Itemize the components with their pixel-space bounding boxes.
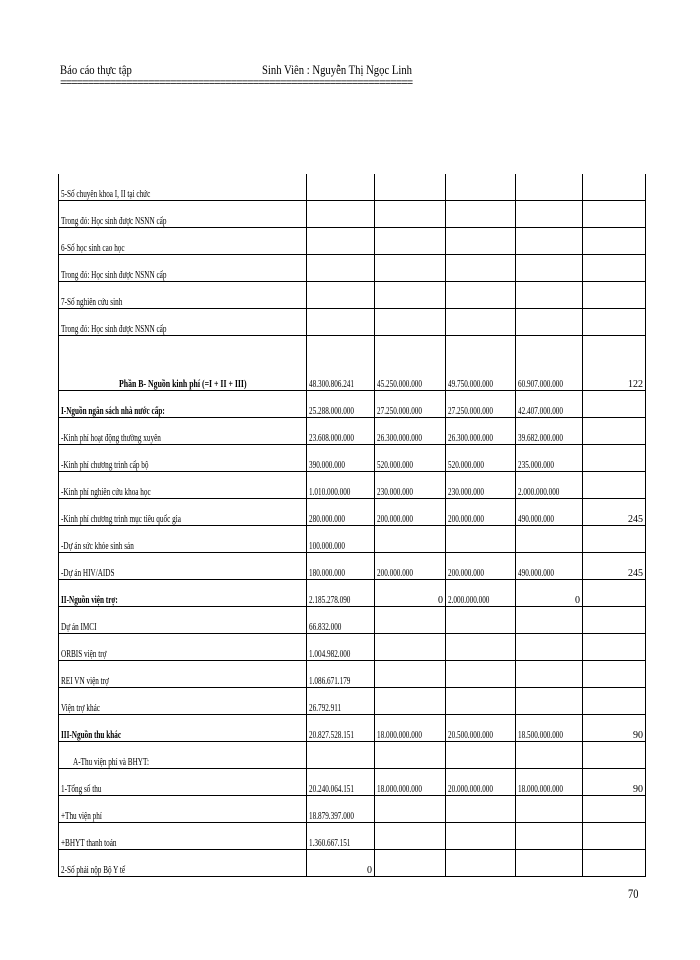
row-label [59,769,307,796]
row-label [59,607,307,634]
cell-c4 [516,796,583,823]
table-row [59,201,646,228]
row-label [59,255,307,282]
cell-c1 [307,445,375,472]
cell-c2 [375,201,446,228]
page-number: 70 [628,886,639,901]
cell-c4 [516,634,583,661]
cell-c5 [583,445,646,472]
cell-c1 [307,336,375,365]
cell-value: 18.500.000.000 [518,730,563,741]
cell-c1 [307,634,375,661]
cell-c3 [446,796,516,823]
row-label [59,499,307,526]
table-row [59,255,646,282]
cell-c2 [375,769,446,796]
cell-value: 1.360.667.151 [309,838,351,849]
table-row [59,418,646,445]
table-row [59,580,646,607]
row-label [59,309,307,336]
row-label [59,742,307,769]
cell-c1 [307,282,375,309]
cell-c2 [375,255,446,282]
table-row [59,607,646,634]
row-label-text: -Kinh phí nghiên cứu khoa học [61,487,151,498]
cell-c1 [307,201,375,228]
row-label-text: -Dự án sức khỏe sinh sản [61,541,134,552]
row-label-text: 1-Tổng số thu [61,784,102,795]
cell-value: 1.086.671.179 [309,676,351,687]
row-label-text: II-Nguồn viện trợ: [61,595,118,606]
row-label [59,472,307,499]
cell-c2 [375,580,446,607]
cell-c4 [516,553,583,580]
table-row [59,174,646,201]
cell-c3 [446,255,516,282]
cell-c5 [583,715,646,742]
header-student-name: Sinh Viên : Nguyễn Thị Ngọc Linh [262,62,412,77]
cell-value: 2.000.000.000 [448,595,490,606]
cell-value: 42.407.000.000 [518,406,563,417]
cell-c5 [583,472,646,499]
cell-c3 [446,309,516,336]
cell-value: 200.000.000 [377,514,413,525]
cell-c5 [583,634,646,661]
table-row [59,823,646,850]
row-label-text: Trong đó: Học sinh được NSNN cấp [61,324,167,335]
cell-value: 230.000.000 [377,487,413,498]
cell-value: 200.000.000 [448,568,484,579]
cell-c3 [446,282,516,309]
row-label [59,580,307,607]
cell-c4 [516,580,583,607]
row-label [59,715,307,742]
table-row [59,553,646,580]
cell-c2 [375,499,446,526]
cell-value: 18.000.000.000 [518,784,563,795]
row-label-text: +Thu viện phí [61,811,102,822]
row-label-text: 6-Số học sinh cao học [61,243,125,254]
cell-value: 2.000.000.000 [518,487,560,498]
row-label-text: III-Nguồn thu khác [61,730,122,741]
cell-c4 [516,688,583,715]
cell-c2 [375,336,446,365]
cell-c4 [516,255,583,282]
cell-c4 [516,499,583,526]
cell-c4 [516,607,583,634]
cell-c1 [307,607,375,634]
cell-c5 [583,607,646,634]
cell-c2 [375,823,446,850]
table-row [59,526,646,553]
cell-value: 200.000.000 [448,514,484,525]
header-report-title: Báo cáo thực tập [60,62,132,77]
cell-c2 [375,282,446,309]
cell-c4 [516,309,583,336]
cell-c3 [446,364,516,391]
table-row [59,688,646,715]
table-row [59,742,646,769]
header-rule: ================================================================ [60,78,413,90]
cell-c2 [375,472,446,499]
cell-c1 [307,742,375,769]
cell-c3 [446,174,516,201]
cell-c5 [583,796,646,823]
cell-value: 2.185.278.090 [309,595,351,606]
row-label [59,661,307,688]
cell-c1 [307,850,375,877]
cell-c5 [583,336,646,365]
cell-c3 [446,742,516,769]
cell-c1 [307,553,375,580]
cell-value: 1.010.000.000 [309,487,351,498]
cell-c4 [516,526,583,553]
row-label [59,228,307,255]
cell-c1 [307,418,375,445]
row-label [59,201,307,228]
cell-value: 27.250.000.000 [448,406,493,417]
cell-value: 39.682.000.000 [518,433,563,444]
cell-c2 [375,526,446,553]
cell-c1 [307,580,375,607]
table-row [59,336,646,365]
row-label-text: Viện trợ khác [61,703,100,714]
cell-value: 0 [367,865,372,876]
cell-value: 390.000.000 [309,460,345,471]
cell-c5 [583,850,646,877]
row-label [59,391,307,418]
cell-c5 [583,228,646,255]
cell-value: 520.000.000 [448,460,484,471]
row-label-text: 5-Số chuyên khoa I, II tại chức [61,189,151,200]
cell-c2 [375,715,446,742]
row-label-text: A-Thu viện phí và BHYT: [73,757,150,768]
cell-value: 18.879.397.000 [309,811,354,822]
cell-c2 [375,174,446,201]
cell-c1 [307,174,375,201]
table-row [59,228,646,255]
cell-c4 [516,364,583,391]
row-label-text: -Kinh phí chương trình cấp bộ [61,460,149,471]
cell-value: 230.000.000 [448,487,484,498]
table-row [59,850,646,877]
cell-c1 [307,796,375,823]
row-label-text: 2-Số phải nộp Bộ Y tế [61,865,126,876]
cell-c2 [375,418,446,445]
cell-c2 [375,553,446,580]
cell-c1 [307,499,375,526]
row-label-text: Trong đó: Học sinh được NSNN cấp [61,270,167,281]
cell-c1 [307,661,375,688]
cell-value: 60.907.000.000 [518,379,563,390]
row-label [59,526,307,553]
cell-value: 26.300.000.000 [448,433,493,444]
cell-value: 18.000.000.000 [377,730,422,741]
cell-c4 [516,445,583,472]
cell-c2 [375,796,446,823]
cell-c4 [516,823,583,850]
table-row [59,661,646,688]
cell-c3 [446,445,516,472]
row-label-text: -Kinh phí chương trình mục tiêu quốc gia [61,514,181,525]
cell-c3 [446,823,516,850]
cell-c5 [583,174,646,201]
row-label-text: Dự án IMCI [61,622,97,633]
cell-c2 [375,309,446,336]
table-row [59,472,646,499]
row-label [59,850,307,877]
cell-value: 122 [628,379,643,390]
cell-c5 [583,823,646,850]
cell-c3 [446,769,516,796]
cell-c3 [446,499,516,526]
cell-value: 25.288.000.000 [309,406,354,417]
cell-value: 235.000.000 [518,460,554,471]
cell-c2 [375,688,446,715]
table-row [59,282,646,309]
cell-value: 1.004.982.000 [309,649,351,660]
cell-value: 23.608.000.000 [309,433,354,444]
cell-c3 [446,661,516,688]
cell-c4 [516,336,583,365]
cell-c4 [516,282,583,309]
cell-c3 [446,201,516,228]
cell-c5 [583,309,646,336]
cell-value: 20.240.064.151 [309,784,354,795]
cell-c2 [375,742,446,769]
cell-c3 [446,553,516,580]
cell-c2 [375,607,446,634]
cell-c3 [446,336,516,365]
row-label [59,445,307,472]
cell-c5 [583,769,646,796]
row-label [59,174,307,201]
cell-c5 [583,499,646,526]
row-label [59,796,307,823]
cell-c4 [516,850,583,877]
cell-value: 100.000.000 [309,541,345,552]
cell-value: 20.827.528.151 [309,730,354,741]
row-label [59,688,307,715]
cell-c2 [375,634,446,661]
cell-c5 [583,255,646,282]
cell-c2 [375,364,446,391]
cell-c1 [307,526,375,553]
cell-c3 [446,391,516,418]
table-row [59,769,646,796]
cell-c4 [516,174,583,201]
table-row [59,715,646,742]
cell-c3 [446,472,516,499]
cell-c3 [446,715,516,742]
cell-value: 20.000.000.000 [448,784,493,795]
cell-c1 [307,715,375,742]
cell-value: 90 [633,784,643,795]
cell-value: 45.250.000.000 [377,379,422,390]
cell-c1 [307,472,375,499]
cell-c1 [307,228,375,255]
row-label-text: 7-Số nghiên cứu sinh [61,297,123,308]
cell-c4 [516,201,583,228]
cell-value: 280.000.000 [309,514,345,525]
cell-c5 [583,661,646,688]
row-label-text: REI VN viện trợ [61,676,109,687]
cell-c1 [307,688,375,715]
cell-value: 26.792.911 [309,703,342,714]
cell-value: 180.000.000 [309,568,345,579]
row-label [59,336,307,365]
cell-c3 [446,526,516,553]
cell-c4 [516,418,583,445]
cell-c2 [375,850,446,877]
table-row [59,364,646,391]
cell-c2 [375,391,446,418]
cell-value: 245 [628,568,643,579]
cell-c3 [446,688,516,715]
cell-c5 [583,282,646,309]
cell-c4 [516,661,583,688]
row-label [59,418,307,445]
cell-c4 [516,228,583,255]
cell-value: 520.000.000 [377,460,413,471]
cell-c2 [375,228,446,255]
table-row [59,634,646,661]
cell-c5 [583,391,646,418]
row-label-text: I-Nguồn ngân sách nhà nước cấp: [61,406,165,417]
cell-value: 18.000.000.000 [377,784,422,795]
cell-c3 [446,850,516,877]
row-label-text: +BHYT thanh toán [61,838,117,849]
cell-c5 [583,201,646,228]
cell-value: 0 [575,595,580,606]
cell-value: 66.832.000 [309,622,342,633]
row-label-text: ORBIS viện trợ [61,649,107,660]
row-label [59,634,307,661]
cell-c2 [375,445,446,472]
cell-value: 90 [633,730,643,741]
cell-c1 [307,823,375,850]
cell-c1 [307,769,375,796]
cell-c1 [307,364,375,391]
cell-c3 [446,418,516,445]
cell-c5 [583,688,646,715]
cell-value: 490.000.000 [518,568,554,579]
cell-value: 26.300.000.000 [377,433,422,444]
cell-value: 490.000.000 [518,514,554,525]
table-row [59,445,646,472]
cell-c4 [516,391,583,418]
budget-table [58,174,646,877]
row-label [59,364,307,391]
row-label [59,823,307,850]
cell-c5 [583,364,646,391]
row-label [59,282,307,309]
table-row [59,309,646,336]
cell-c1 [307,391,375,418]
cell-c1 [307,255,375,282]
cell-c5 [583,418,646,445]
cell-c4 [516,715,583,742]
cell-c4 [516,742,583,769]
table-row [59,499,646,526]
cell-value: 48.300.806.241 [309,379,354,390]
cell-c5 [583,742,646,769]
cell-c3 [446,228,516,255]
table-row [59,796,646,823]
row-label-text: Phần B- Nguồn kinh phí (=I + II + III) [118,379,247,390]
cell-c3 [446,607,516,634]
cell-value: 200.000.000 [377,568,413,579]
cell-c3 [446,634,516,661]
row-label-text: -Dự án HIV/AIDS [61,568,115,579]
row-label-text: Trong đó: Học sinh được NSNN cấp [61,216,167,227]
row-label [59,553,307,580]
cell-c1 [307,309,375,336]
cell-value: 245 [628,514,643,525]
cell-c5 [583,580,646,607]
cell-value: 0 [438,595,443,606]
cell-c5 [583,553,646,580]
cell-c4 [516,769,583,796]
table-row [59,391,646,418]
cell-value: 49.750.000.000 [448,379,493,390]
cell-value: 20.500.000.000 [448,730,493,741]
cell-c5 [583,526,646,553]
cell-c2 [375,661,446,688]
cell-c4 [516,472,583,499]
row-label-text: -Kinh phí hoạt động thường xuyên [61,433,161,444]
cell-value: 27.250.000.000 [377,406,422,417]
cell-c3 [446,580,516,607]
